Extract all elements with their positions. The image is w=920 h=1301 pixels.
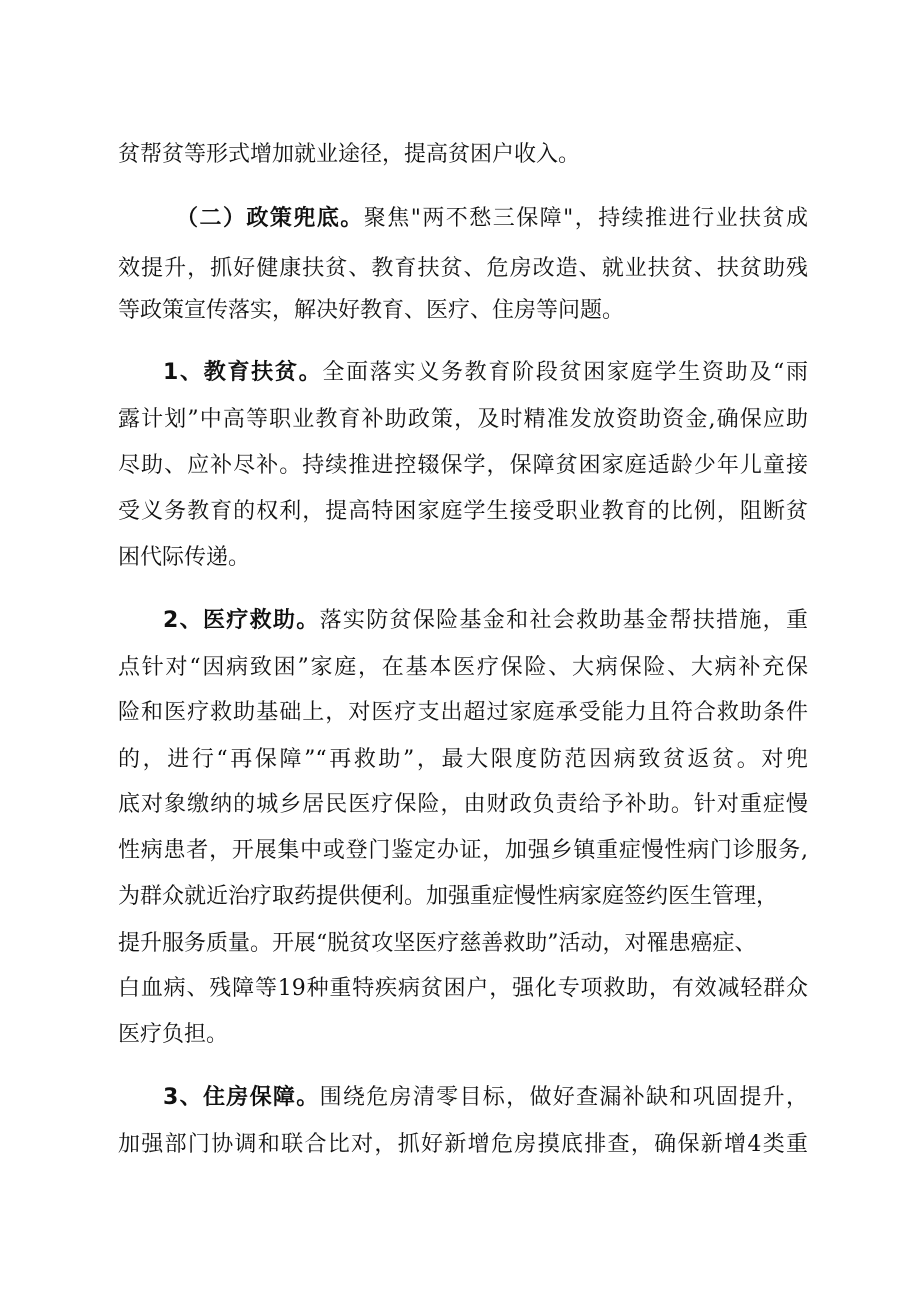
paragraph-first-line <box>163 606 808 636</box>
paragraph-line: 贫帮贫等形式增加就业途径，提高贫困户收入。 <box>118 142 581 167</box>
paragraph-text: 聚焦"两不愁三保障"，持续推进行业扶贫成 <box>363 206 808 231</box>
paragraph-first-line <box>176 204 808 234</box>
paragraph-line: 点针对“因病致困”家庭，在基本医疗保险、大病保险、大病补充保 <box>118 655 808 680</box>
paragraph-line: 露计划”中高等职业教育补助政策，及时精准发放资助资金,确保应助 <box>118 407 808 432</box>
paragraph-line: 医疗负担。 <box>118 1022 229 1047</box>
section-heading: 1、教育扶贫。 <box>163 360 323 385</box>
paragraph-text: 围绕危房清零目标，做好查漏补缺和巩固提升， <box>319 1085 808 1110</box>
paragraph-line: 效提升，抓好健康扶贫、教育扶贫、危房改造、就业扶贫、扶贫助残 <box>118 256 808 281</box>
paragraph-line: 加强部门协调和联合比对，抓好新增危房摸底排查，确保新增4类重 <box>118 1132 808 1157</box>
section-heading: 2、医疗救助。 <box>163 608 320 633</box>
paragraph-text: 全面落实义务教育阶段贫困家庭学生资助及“雨 <box>322 360 809 385</box>
section-heading: （二）政策兜底。 <box>176 206 364 231</box>
paragraph-first-line <box>163 358 808 388</box>
paragraph-line: 提升服务质量。开展“脱贫攻坚医疗慈善救助”活动，对罹患癌症、 <box>118 931 757 956</box>
paragraph-line: 尽助、应补尽补。持续推进控辍保学，保障贫困家庭适龄少年儿童接 <box>118 453 808 478</box>
paragraph-line: 险和医疗救助基础上，对医疗支出超过家庭承受能力且符合救助条件 <box>118 700 808 725</box>
paragraph-line: 的，进行“再保障”“再救助”，最大限度防范因病致贫返贫。对兜 <box>118 747 808 772</box>
paragraph-line: 困代际传递。 <box>118 545 251 570</box>
section-heading: 3、住房保障。 <box>163 1085 320 1110</box>
paragraph-line: 性病患者，开展集中或登门鉴定办证，加强乡镇重症慢性病门诊服务, <box>118 838 808 863</box>
paragraph-line: 底对象缴纳的城乡居民医疗保险，由财政负责给予补助。针对重症慢 <box>118 792 808 817</box>
paragraph-line: 受义务教育的权利，提高特困家庭学生接受职业教育的比例，阻断贫 <box>118 499 808 524</box>
paragraph-first-line <box>163 1083 808 1113</box>
paragraph-line: 为群众就近治疗取药提供便利。加强重症慢性病家庭签约医生管理， <box>118 884 779 909</box>
paragraph-text: 落实防贫保险基金和社会救助基金帮扶措施，重 <box>319 608 808 633</box>
paragraph-line: 白血病、残障等19种重特疾病贫困户，强化专项救助，有效减轻群众 <box>118 976 808 1001</box>
paragraph-line: 等政策宣传落实，解决好教育、医疗、住房等问题。 <box>118 298 625 323</box>
